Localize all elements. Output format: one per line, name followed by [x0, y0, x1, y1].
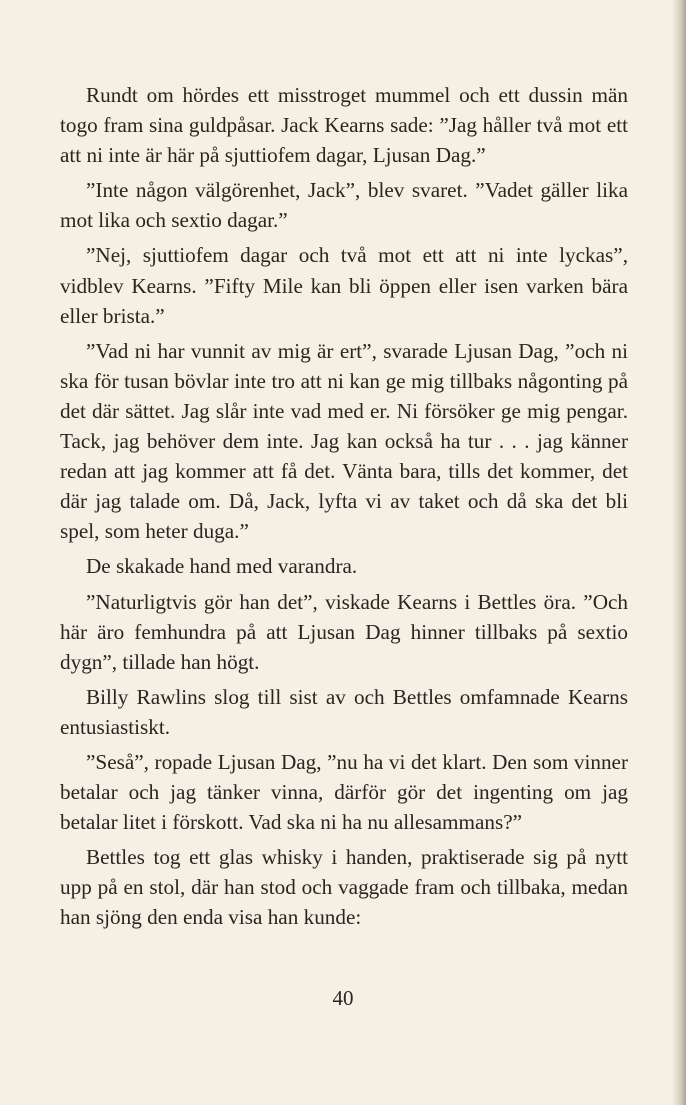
page-number: 40	[332, 986, 354, 1010]
page-edge-shadow	[672, 0, 686, 1105]
paragraph-8: ”Seså”, ropade Ljusan Dag, ”nu ha vi det klart. Den som vinner betalar och jag tänker vinna, därför gör det ingenting om jag betalar litet i förskott. Vad ska ni ha nu allesammans?”	[60, 749, 628, 835]
paragraph-5: De skakade hand med varandra.	[86, 554, 358, 579]
paragraph-9: Bettles tog ett glas whisky i handen, praktiserade sig på nytt upp på en stol, där han stod och vaggade fram och tillbaka, medan han sjöng den enda visa han kunde:	[60, 845, 628, 930]
paragraph-3: ”Nej, sjuttiofem dagar och två mot ett att ni inte lyckas”, vidblev Kearns. ”Fifty Mile kan bli öppen eller isen varken bära eller brista.”	[60, 243, 628, 328]
paragraph-7: Billy Rawlins slog till sist av och Bettles omfamnade Kearns entusiastiskt.	[60, 684, 628, 739]
paragraph-4: ”Vad ni har vunnit av mig är ert”, svarade Ljusan Dag, ”och ni ska för tusan bövlar inte tro att ni kan ge mig tillbaks någonting på det där sättet. Jag slår inte vad med er. Ni försöker ge mig pengar. Tack, jag behöver dem inte. Jag kan också ha tur . . . jag känner redan att jag kommer att få det. Vänta bara, tills det kommer, det där jag talade om. Då, Jack, lyfta vi av taket och då ska det bli spel, som heter duga.”	[60, 338, 628, 544]
paragraph-1: Rundt om hördes ett misstroget mummel och ett dussin män togo fram sina guldpåsar. Jack Kearns sade: ”Jag håller två mot ett att ni inte är här på sjuttiofem dagar, Ljusan Dag.”	[60, 83, 628, 168]
paragraph-6: ”Naturligtvis gör han det”, viskade Kearns i Bettles öra. ”Och här äro femhundra på att Ljusan Dag hinner tillbaks på sextio dygn”, tillade han högt.	[60, 589, 628, 674]
paragraph-2: ”Inte någon välgörenhet, Jack”, blev svaret. ”Vadet gäller lika mot lika och sextio dagar.”	[60, 178, 628, 233]
body-text	[60, 80, 628, 938]
